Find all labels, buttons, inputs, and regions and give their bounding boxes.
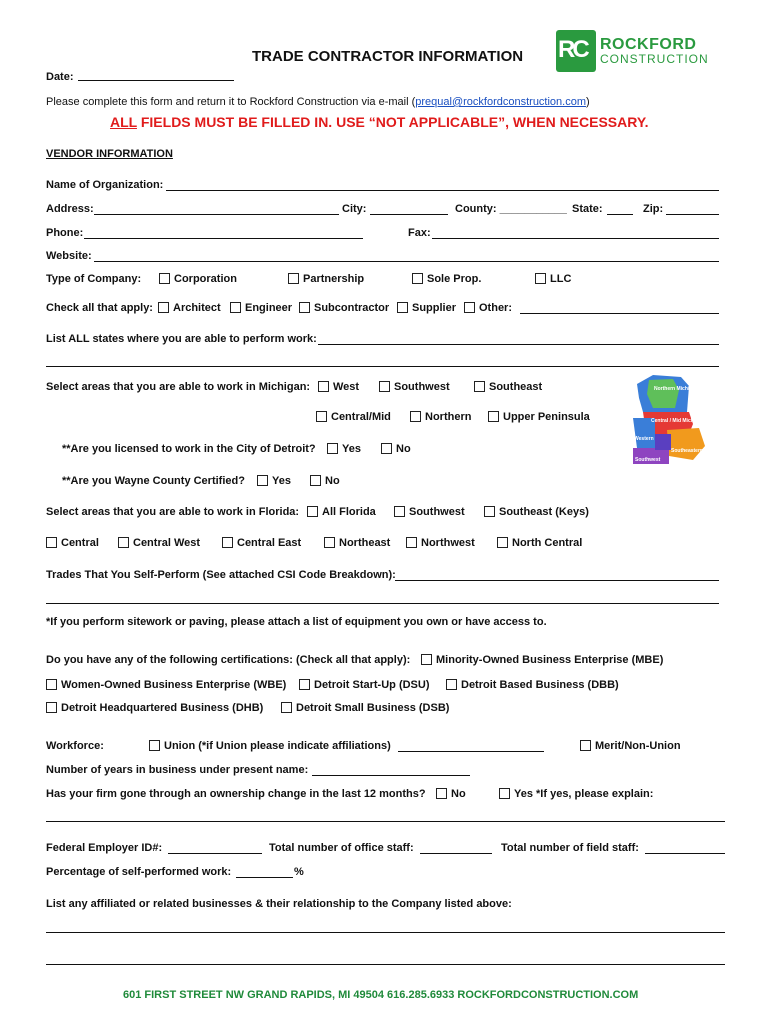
footer-address: 601 FIRST STREET NW GRAND RAPIDS, MI 49504 616.285.6933 ROCKFORDCONSTRUCTION.COM bbox=[123, 989, 639, 1001]
office-staff-label: Total number of office staff: bbox=[269, 842, 414, 854]
checkbox-mi-west[interactable]: West bbox=[318, 381, 359, 393]
org-label: Name of Organization: bbox=[46, 179, 164, 191]
phone-label: Phone: bbox=[46, 227, 84, 239]
checkbox-icon[interactable] bbox=[488, 411, 499, 422]
states-label: List ALL states where you are able to perform work: bbox=[46, 333, 317, 345]
map-region-purple bbox=[655, 434, 671, 450]
field-staff-field[interactable] bbox=[645, 853, 725, 854]
trades-field[interactable] bbox=[395, 580, 719, 581]
pct-field[interactable] bbox=[236, 877, 293, 878]
checkbox-icon[interactable] bbox=[158, 302, 169, 313]
checkbox-icon[interactable] bbox=[381, 443, 392, 454]
checkbox-mi-southeast[interactable]: Southeast bbox=[474, 381, 542, 393]
checkbox-icon[interactable] bbox=[159, 273, 170, 284]
email-link[interactable]: prequal@rockfordconstruction.com bbox=[415, 96, 587, 108]
checkbox-partnership[interactable]: Partnership bbox=[288, 273, 364, 285]
date-label: Date: bbox=[46, 71, 74, 83]
checkbox-fl-north-central[interactable]: North Central bbox=[497, 537, 582, 549]
workforce-label: Workforce: bbox=[46, 740, 104, 752]
checkbox-icon[interactable] bbox=[580, 740, 591, 751]
checkbox-engineer[interactable]: Engineer bbox=[230, 302, 292, 314]
checkbox-icon[interactable] bbox=[118, 537, 129, 548]
map-label-western: Western bbox=[634, 436, 654, 442]
checkbox-icon[interactable] bbox=[324, 537, 335, 548]
required-warning: ALL FIELDS MUST BE FILLED IN. USE “NOT APPLICABLE”, WHEN NECESSARY. bbox=[110, 114, 649, 130]
map-label-southwest: Southwest bbox=[635, 457, 661, 463]
checkbox-fl-central-west[interactable]: Central West bbox=[118, 537, 200, 549]
ownership-question: Has your firm gone through an ownership change in the last 12 months? bbox=[46, 788, 426, 800]
checkbox-icon[interactable] bbox=[288, 273, 299, 284]
checkbox-icon[interactable] bbox=[379, 381, 390, 392]
checkbox-icon[interactable] bbox=[484, 506, 495, 517]
checkbox-subcontractor[interactable]: Subcontractor bbox=[299, 302, 389, 314]
checkbox-icon[interactable] bbox=[497, 537, 508, 548]
field-staff-label: Total number of field staff: bbox=[501, 842, 639, 854]
city-field[interactable] bbox=[370, 214, 448, 215]
checkbox-icon[interactable] bbox=[307, 506, 318, 517]
company-type-label: Type of Company: bbox=[46, 273, 142, 285]
pct-suffix: % bbox=[294, 866, 304, 878]
checkbox-fl-southwest[interactable]: Southwest bbox=[394, 506, 465, 518]
checkbox-wbe[interactable]: Women-Owned Business Enterprise (WBE) bbox=[46, 679, 286, 691]
checkbox-mbe[interactable]: Minority-Owned Business Enterprise (MBE) bbox=[421, 654, 663, 666]
checkbox-detroit-yes[interactable]: Yes bbox=[327, 443, 361, 455]
checkbox-icon[interactable] bbox=[230, 302, 241, 313]
michigan-label: Select areas that you are able to work in Michigan: bbox=[46, 381, 311, 393]
checkbox-fl-northeast[interactable]: Northeast bbox=[324, 537, 390, 549]
checkbox-dhb[interactable]: Detroit Headquartered Business (DHB) bbox=[46, 702, 263, 714]
logo bbox=[556, 30, 716, 74]
sitework-note: *If you perform sitework or paving, please attach a list of equipment you own or have access to. bbox=[46, 616, 547, 628]
checkbox-icon[interactable] bbox=[464, 302, 475, 313]
checkbox-ownership-no[interactable]: No bbox=[436, 788, 466, 800]
detroit-license-question: **Are you licensed to work in the City of Detroit? bbox=[62, 443, 316, 455]
state-label: State: bbox=[572, 203, 603, 215]
checkbox-icon[interactable] bbox=[436, 788, 447, 799]
checkbox-other[interactable]: Other: bbox=[464, 302, 512, 314]
county-label[interactable]: County: ___________ bbox=[455, 203, 567, 215]
checkbox-icon[interactable] bbox=[46, 702, 57, 713]
ein-field[interactable] bbox=[168, 853, 262, 854]
address-label: Address: bbox=[46, 203, 94, 215]
checkbox-icon[interactable] bbox=[474, 381, 485, 392]
checkbox-fl-central-east[interactable]: Central East bbox=[222, 537, 301, 549]
checkbox-architect[interactable]: Architect bbox=[158, 302, 221, 314]
checkbox-mi-southwest[interactable]: Southwest bbox=[379, 381, 450, 393]
map-label-northern: Northern Michigan bbox=[654, 386, 699, 392]
phone-field[interactable] bbox=[84, 238, 363, 239]
map-region-southeastern bbox=[667, 428, 705, 460]
logo-text-construction: CONSTRUCTION bbox=[600, 52, 709, 66]
website-label: Website: bbox=[46, 250, 92, 262]
ownership-explain-field[interactable] bbox=[46, 821, 725, 822]
trades-field-2[interactable] bbox=[46, 603, 719, 604]
city-label: City: bbox=[342, 203, 367, 215]
checkbox-fl-all[interactable]: All Florida bbox=[307, 506, 376, 518]
fax-field[interactable] bbox=[432, 238, 719, 239]
checkbox-icon[interactable] bbox=[299, 302, 310, 313]
page-title: TRADE CONTRACTOR INFORMATION bbox=[252, 48, 524, 65]
address-field[interactable] bbox=[94, 214, 339, 215]
office-staff-field[interactable] bbox=[420, 853, 492, 854]
checkbox-icon[interactable] bbox=[327, 443, 338, 454]
checkbox-mi-upper-peninsula[interactable]: Upper Peninsula bbox=[488, 411, 590, 423]
checkbox-dsu[interactable]: Detroit Start-Up (DSU) bbox=[299, 679, 430, 691]
checkbox-supplier[interactable]: Supplier bbox=[397, 302, 456, 314]
checkbox-wayne-yes[interactable]: Yes bbox=[257, 475, 291, 487]
checkbox-icon[interactable] bbox=[281, 702, 292, 713]
checkbox-icon[interactable] bbox=[318, 381, 329, 392]
checkbox-icon[interactable] bbox=[446, 679, 457, 690]
wayne-question: **Are you Wayne County Certified? bbox=[62, 475, 245, 487]
checkbox-dsb[interactable]: Detroit Small Business (DSB) bbox=[281, 702, 449, 714]
checkbox-union[interactable]: Union (*if Union please indicate affiliations) bbox=[149, 740, 391, 752]
intro-text: Please complete this form and return it to Rockford Construction via e-mail (prequal@rockfordconstruction.com) bbox=[46, 96, 590, 108]
checkbox-icon[interactable] bbox=[149, 740, 160, 751]
checkbox-fl-central[interactable]: Central bbox=[46, 537, 99, 549]
zip-field[interactable] bbox=[666, 214, 719, 215]
checkbox-fl-southeast[interactable]: Southeast (Keys) bbox=[484, 506, 589, 518]
florida-label: Select areas that you are able to work in Florida: bbox=[46, 506, 300, 518]
checkbox-sole-prop[interactable]: Sole Prop. bbox=[412, 273, 481, 285]
fax-label: Fax: bbox=[408, 227, 431, 239]
states-field-2[interactable] bbox=[46, 366, 719, 367]
checkbox-icon[interactable] bbox=[46, 537, 57, 548]
map-region-northern-inner bbox=[647, 379, 679, 408]
checkbox-icon[interactable] bbox=[535, 273, 546, 284]
org-field[interactable] bbox=[166, 190, 719, 191]
checkbox-icon[interactable] bbox=[316, 411, 327, 422]
pct-label: Percentage of self-performed work: bbox=[46, 866, 232, 878]
state-field[interactable] bbox=[607, 214, 633, 215]
website-field[interactable] bbox=[94, 261, 719, 262]
years-field[interactable] bbox=[312, 775, 470, 776]
years-label: Number of years in business under present name: bbox=[46, 764, 309, 776]
union-affiliation-field[interactable] bbox=[398, 751, 544, 752]
checkbox-corporation[interactable]: Corporation bbox=[159, 273, 237, 285]
logo-text-rockford: ROCKFORD bbox=[600, 36, 697, 53]
map-label-central: Central / Mid Michigan bbox=[651, 418, 705, 424]
check-all-label: Check all that apply: bbox=[46, 302, 153, 314]
affiliated-field-1[interactable] bbox=[46, 932, 725, 933]
checkbox-mi-central[interactable]: Central/Mid bbox=[316, 411, 391, 423]
checkbox-ownership-yes[interactable]: Yes *If yes, please explain: bbox=[499, 788, 653, 800]
checkbox-icon[interactable] bbox=[222, 537, 233, 548]
checkbox-icon[interactable] bbox=[257, 475, 268, 486]
checkbox-mi-northern[interactable]: Northern bbox=[410, 411, 471, 423]
affiliated-label: List any affiliated or related businesses & their relationship to the Company listed above: bbox=[46, 898, 512, 910]
date-field[interactable] bbox=[78, 80, 234, 81]
checkbox-llc[interactable]: LLC bbox=[535, 273, 571, 285]
checkbox-icon[interactable] bbox=[412, 273, 423, 284]
checkbox-icon[interactable] bbox=[421, 654, 432, 665]
checkbox-icon[interactable] bbox=[410, 411, 421, 422]
zip-label: Zip: bbox=[643, 203, 664, 215]
section-title-vendor: VENDOR INFORMATION bbox=[46, 148, 173, 160]
michigan-map bbox=[627, 372, 709, 467]
checkbox-detroit-no[interactable]: No bbox=[381, 443, 411, 455]
map-label-southeastern: Southeastern bbox=[671, 448, 703, 454]
checkbox-icon[interactable] bbox=[394, 506, 405, 517]
checkbox-icon[interactable] bbox=[299, 679, 310, 690]
checkbox-icon[interactable] bbox=[46, 679, 57, 690]
affiliated-field-2[interactable] bbox=[46, 964, 725, 965]
logo-mark-icon: RC bbox=[556, 30, 596, 72]
checkbox-wayne-no[interactable]: No bbox=[310, 475, 340, 487]
checkbox-icon[interactable] bbox=[499, 788, 510, 799]
checkbox-icon[interactable] bbox=[310, 475, 321, 486]
other-field[interactable] bbox=[520, 313, 719, 314]
states-field[interactable] bbox=[318, 344, 719, 345]
ein-label: Federal Employer ID#: bbox=[46, 842, 163, 854]
checkbox-dbb[interactable]: Detroit Based Business (DBB) bbox=[446, 679, 619, 691]
certs-label: Do you have any of the following certifications: (Check all that apply): bbox=[46, 654, 411, 666]
checkbox-icon[interactable] bbox=[406, 537, 417, 548]
checkbox-merit[interactable]: Merit/Non-Union bbox=[580, 740, 681, 752]
checkbox-fl-northwest[interactable]: Northwest bbox=[406, 537, 475, 549]
trades-label: Trades That You Self-Perform (See attached CSI Code Breakdown): bbox=[46, 569, 396, 581]
checkbox-icon[interactable] bbox=[397, 302, 408, 313]
